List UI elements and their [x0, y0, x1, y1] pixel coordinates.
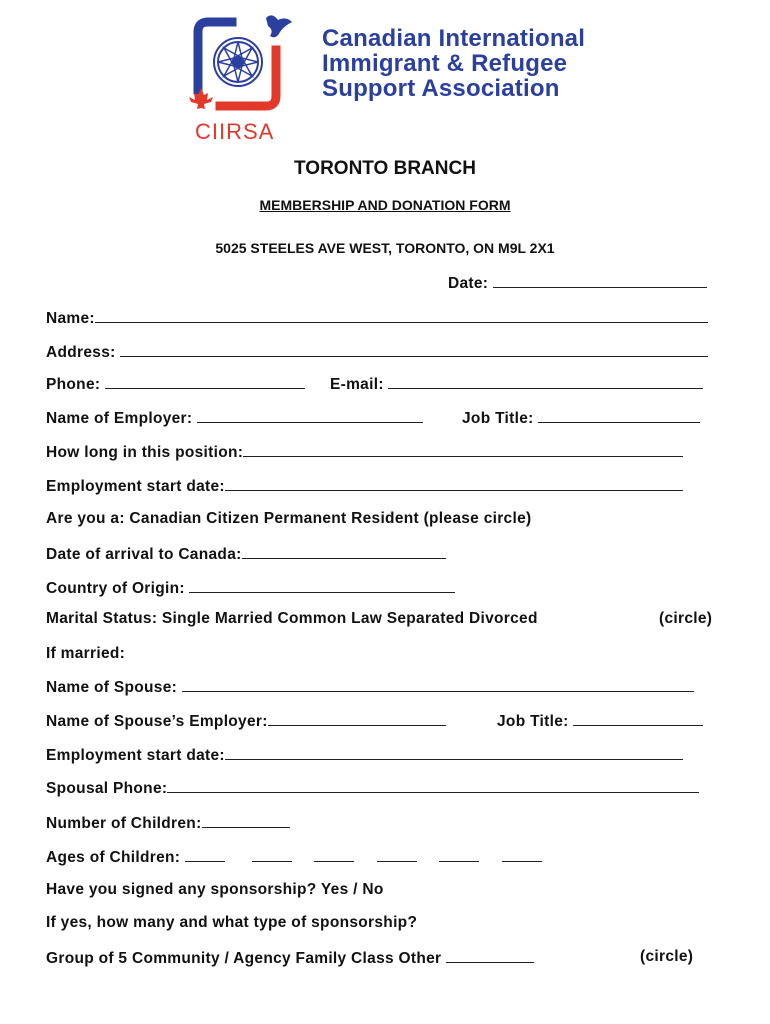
- email-row: [330, 374, 703, 394]
- children-ages-label: Ages of Children:: [46, 849, 181, 866]
- arrival-field[interactable]: [242, 544, 446, 559]
- employer-row: [46, 408, 423, 428]
- how-long-row: [46, 442, 683, 462]
- spouse-name-row: [46, 677, 694, 697]
- employment-start-field[interactable]: [225, 476, 683, 491]
- sponsorship-circle-note: (circle): [640, 948, 694, 965]
- name-label: Name:: [46, 310, 95, 327]
- org-line-1: Canadian International: [322, 25, 586, 52]
- child-age-field[interactable]: [185, 847, 225, 862]
- org-abbreviation: CIIRSA: [195, 119, 275, 144]
- child-age-field[interactable]: [252, 847, 292, 862]
- spouse-start-row: [46, 745, 683, 765]
- phone-row: [46, 374, 305, 394]
- children-ages-row: [46, 847, 542, 867]
- spouse-phone-row: [46, 778, 699, 798]
- marital-options[interactable]: Marital Status: Single Married Common Law Separated Divorced: [46, 610, 538, 627]
- child-age-field[interactable]: [377, 847, 417, 862]
- email-field[interactable]: [388, 374, 703, 389]
- spouse-employer-row: [46, 711, 446, 731]
- other-sponsorship-field[interactable]: [446, 948, 534, 963]
- form-title: MEMBERSHIP AND DONATION FORM: [259, 197, 511, 213]
- dove-icon: [266, 15, 292, 37]
- address-row: [46, 342, 708, 362]
- child-age-field[interactable]: [314, 847, 354, 862]
- child-age-field[interactable]: [502, 847, 542, 862]
- phone-label: Phone:: [46, 376, 101, 393]
- maple-leaf-icon: [189, 88, 213, 109]
- spouse-job-label: Job Title:: [497, 713, 569, 730]
- how-long-field[interactable]: [243, 442, 683, 457]
- sponsorship-options[interactable]: Group of 5 Community / Agency Family Class Other: [46, 950, 442, 967]
- spouse-employer-label: Name of Spouse’s Employer:: [46, 713, 268, 730]
- compass-wheel-icon: [214, 38, 262, 86]
- origin-row: [46, 578, 455, 598]
- organization-name: [322, 26, 585, 101]
- branch-address: 5025 STEELES AVE WEST, TORONTO, ON M9L 2X1: [215, 240, 555, 256]
- sponsorship-type-question: If yes, how many and what type of sponsorship?: [46, 914, 418, 931]
- status-row: [46, 510, 531, 528]
- date-row: [448, 273, 707, 293]
- child-age-field[interactable]: [439, 847, 479, 862]
- spouse-name-field[interactable]: [182, 677, 694, 692]
- date-label: Date:: [448, 275, 489, 292]
- sponsorship-question[interactable]: Have you signed any sponsorship? Yes / No: [46, 881, 384, 898]
- org-line-3: Support Association: [322, 75, 560, 102]
- origin-field[interactable]: [189, 578, 455, 593]
- logo-red-bracket: [220, 50, 276, 106]
- date-field[interactable]: [493, 273, 707, 288]
- children-count-label: Number of Children:: [46, 815, 202, 832]
- children-count-row: [46, 813, 290, 833]
- address-field[interactable]: [120, 342, 708, 357]
- spouse-start-field[interactable]: [225, 745, 683, 760]
- address-label: Address:: [46, 344, 116, 361]
- spouse-start-label: Employment start date:: [46, 747, 225, 764]
- spouse-job-field[interactable]: [573, 711, 703, 726]
- spouse-name-label: Name of Spouse:: [46, 679, 178, 696]
- origin-label: Country of Origin:: [46, 580, 185, 597]
- how-long-label: How long in this position:: [46, 444, 244, 461]
- spouse-phone-label: Spousal Phone:: [46, 780, 168, 797]
- org-line-2: Immigrant & Refugee: [322, 50, 568, 77]
- sponsorship-options-row: [46, 948, 534, 968]
- if-married-label: If married:: [46, 645, 126, 662]
- employment-start-label: Employment start date:: [46, 478, 225, 495]
- employer-label: Name of Employer:: [46, 410, 193, 427]
- phone-field[interactable]: [105, 374, 305, 389]
- arrival-row: [46, 544, 446, 564]
- spouse-phone-field[interactable]: [167, 778, 699, 793]
- branch-title: TORONTO BRANCH: [294, 158, 476, 179]
- name-field[interactable]: [95, 308, 708, 323]
- spouse-employer-field[interactable]: [268, 711, 446, 726]
- status-options[interactable]: Are you a: Canadian Citizen Permanent Resident (please circle): [46, 510, 532, 527]
- job-title-label: Job Title:: [462, 410, 534, 427]
- employer-field[interactable]: [197, 408, 423, 423]
- employment-start-row: [46, 476, 683, 496]
- marital-circle-note: (circle): [659, 610, 713, 627]
- job-title-row: [462, 408, 700, 428]
- job-title-field[interactable]: [538, 408, 700, 423]
- name-row: [46, 308, 708, 328]
- arrival-label: Date of arrival to Canada:: [46, 546, 242, 563]
- marital-row: [46, 610, 538, 628]
- email-label: E-mail:: [330, 376, 384, 393]
- children-count-field[interactable]: [202, 813, 290, 828]
- spouse-job-row: [497, 711, 703, 731]
